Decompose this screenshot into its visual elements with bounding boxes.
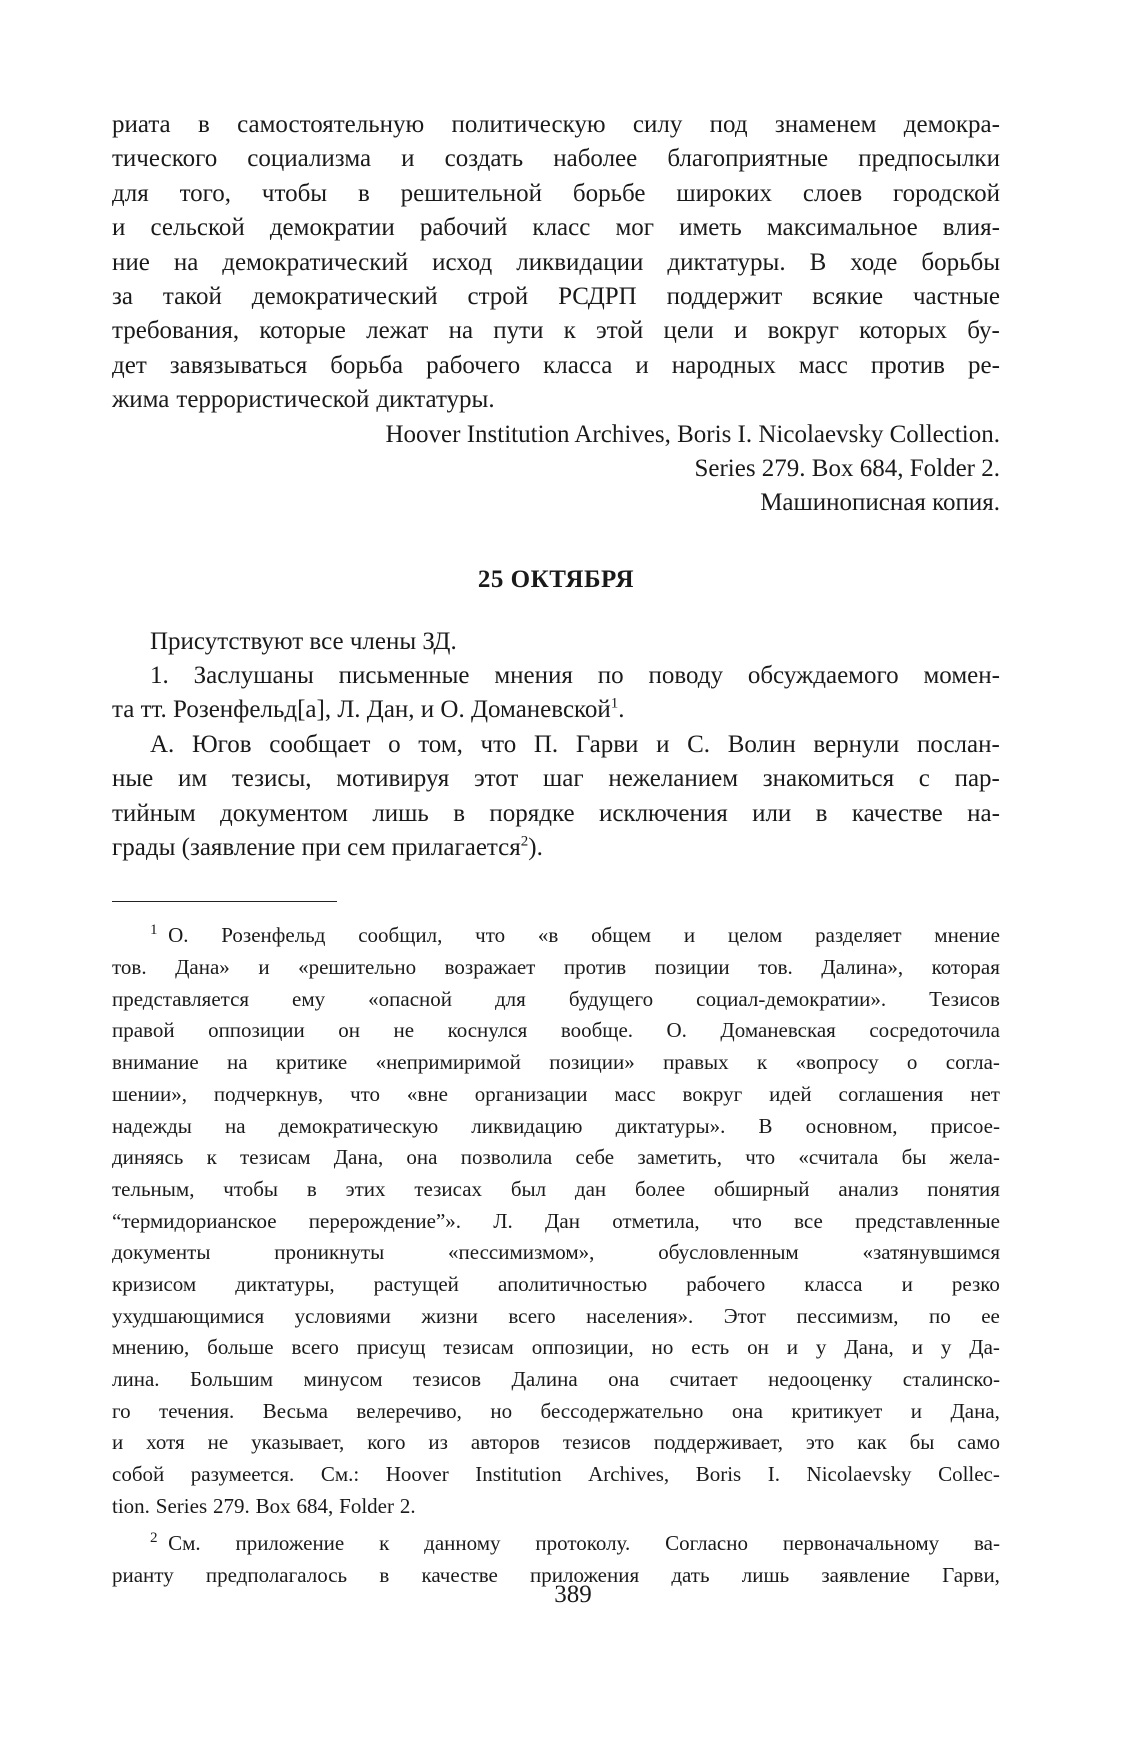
section-heading: 25 ОКТЯБРЯ <box>477 565 635 593</box>
footnote-line: кризисом диктатуры, растущей аполитичностью рабочего класса и резко <box>112 1271 1000 1296</box>
footnote-line: мнению, больше всего присущ тезисам оппозиции, но есть он и у Дана, и у Да- <box>112 1335 1000 1360</box>
footnote-line: правой оппозиции он не коснулся вообще. О. Доманевская сосредоточила <box>112 1018 1000 1043</box>
paragraph-2 <box>112 728 1000 866</box>
footnote-line: надежды на демократическую ликвидацию диктатуры». В основном, присое- <box>112 1113 1000 1138</box>
paragraph-line: требования, которые лежат на пути к этой цели и вокруг которых бу- <box>112 317 1000 345</box>
citation-line: Series 279. Box 684, Folder 2. <box>694 454 1000 482</box>
footnote-line: $^1$ О. Розенфельд сообщил, что «в общем и целом разделяет мнение <box>150 922 1000 948</box>
paragraph-line: грады (заявление при сем прилагается$^2$). <box>112 833 543 862</box>
paragraph-line: тического социализма и создать наболее благоприятные предпосылки <box>112 145 1000 173</box>
paragraph-line: ные им тезисы, мотивируя этот шаг нежеланием знакомиться с пар- <box>112 765 1000 793</box>
footnote-line: ухудшающимися условиями жизни всего населения». Этот пессимизм, по ее <box>112 1303 1000 1328</box>
footnote-line: лина. Большим минусом тезисов Далина она считает недооценку сталинско- <box>112 1367 1000 1392</box>
footnote-ref-2[interactable]: 2 <box>520 833 529 850</box>
footnote-line: документы проникнуты «пессимизмом», обусловленным «затянувшимся <box>112 1240 1000 1265</box>
paragraph-line: за такой демократический строй РСДРП поддержит всякие частные <box>112 282 1000 310</box>
paragraph-line: риата в самостоятельную политическую силу под знаменем демокра- <box>112 111 1000 138</box>
paragraph-line: та тт. Розенфельд[а], Л. Дан, и О. Доманевской$^1$. <box>112 696 625 724</box>
paragraph-line: А. Югов сообщает о том, что П. Гарви и С. Волин вернули послан- <box>150 730 1000 758</box>
footnote-line: представляется ему «опасной для будущего социал-демократии». Тезисов <box>112 986 1000 1011</box>
footnote-line: го течения. Весьма велеречиво, но бессодержательно она критикует и Дана, <box>112 1398 1000 1423</box>
paragraph-line: и сельской демократии рабочий класс мог иметь максимальное влия- <box>112 214 1000 242</box>
footnote-line: тов. Дана» и «решительно возражает против позиции тов. Далина», которая <box>112 955 1000 980</box>
footnote-line: шении», подчеркнув, что «вне организации масс вокруг идей соглашения нет <box>112 1081 1000 1106</box>
footnote-mark: 1 <box>150 922 158 939</box>
page-number: 389 <box>554 1581 592 1608</box>
footnote-line: рианту предполагалось в качестве приложения дать лишь заявление Гарви, <box>112 1563 1000 1588</box>
body-paragraph-continued <box>112 108 1000 418</box>
paragraph-line: тийным документом лишь в порядке исключения или в качестве на- <box>112 799 1000 827</box>
citation-line: Машинописная копия. <box>760 489 1000 517</box>
footnote-divider <box>112 901 337 902</box>
paragraph-1 <box>112 659 1000 728</box>
paragraph-line: дет завязываться борьба рабочего класса и народных масс против ре- <box>112 351 1000 379</box>
paragraph-present: Присутствуют все члены ЗД. <box>150 627 457 655</box>
paragraph-line: 1. Заслушаны письменные мнения по поводу обсуждаемого момен- <box>150 662 1000 690</box>
source-citation <box>112 418 1000 521</box>
footnote-line: tion. Series 279. Box 684, Folder 2. <box>112 1493 416 1518</box>
footnote-line: тельным, чтобы в этих тезисах был дан более обширный анализ понятия <box>112 1176 1000 1201</box>
paragraph-line: ние на демократический исход ликвидации диктатуры. В ходе борьбы <box>112 248 1000 276</box>
footnote-mark: 2 <box>150 1530 158 1547</box>
footnote-line: $^2$ См. приложение к данному протоколу. Согласно первоначальному ва- <box>150 1530 1000 1556</box>
footnote-1 <box>112 920 1000 1522</box>
footnote-line: внимание на критике «непримиримой позиции» правых к «вопросу о согла- <box>112 1050 1000 1075</box>
citation-line: Hoover Institution Archives, Boris I. Nicolaevsky Collection. <box>385 420 1000 448</box>
paragraph-line: для того, чтобы в решительной борьбе широких слоев городской <box>112 179 1000 207</box>
footnote-line: и хотя не указывает, кого из авторов тезисов поддерживает, это как бы само <box>112 1430 1000 1455</box>
footnote-line: диняясь к тезисам Дана, она позволила себе заметить, что «считала бы жела- <box>112 1145 1000 1170</box>
footnote-line: “термидорианское перерождение”». Л. Дан отметила, что все представленные <box>112 1208 1000 1233</box>
page-content <box>112 108 1000 1592</box>
footnote-line: собой разумеется. См.: Hoover Institution Archives, Boris I. Nicolaevsky Collec- <box>112 1462 1000 1487</box>
footnote-ref-1[interactable]: 1 <box>610 696 619 713</box>
paragraph-line: жима террористической диктатуры. <box>112 386 495 414</box>
